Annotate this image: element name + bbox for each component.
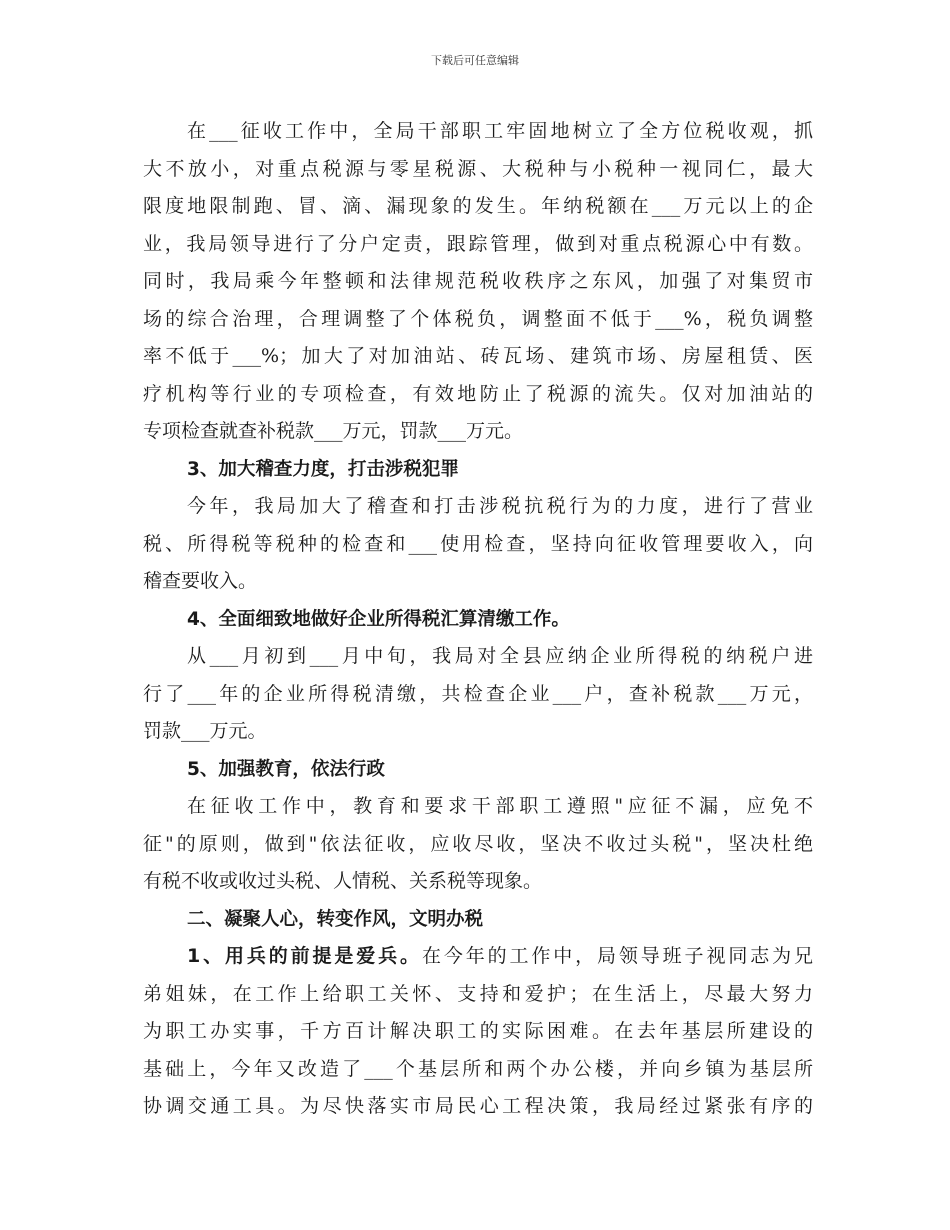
paragraph-line: 业，我局领导进行了分户定责，跟踪管理，做到对重点税源心中有数。 — [143, 232, 813, 255]
section-heading: 二、凝聚人心，转变作风，文明办税 — [187, 908, 484, 930]
paragraph-line: 罚款___万元。 — [143, 720, 267, 742]
paragraph-line: 从___月初到___月中旬，我局对全县应纳企业所得税的纳税户进 — [187, 645, 813, 667]
section-heading: 4、全面细致地做好企业所得税汇算清缴工作。 — [187, 608, 570, 630]
paragraph-line: 场的综合治理，合理调整了个体税负，调整面不低于___%，税负调整 — [143, 307, 813, 330]
paragraph-line: 征"的原则，做到"依法征收，应收尽收，坚决不收过头税"，坚决杜绝 — [143, 832, 813, 855]
paragraph-line: 有税不收或收过头税、人情税、关系税等现象。 — [143, 870, 543, 892]
section-heading: 5、加强教育，依法行政 — [187, 758, 385, 780]
paragraph-line: 为职工办实事，千方百计解决职工的实际困难。在去年基层所建设的 — [143, 1020, 813, 1042]
page-header: 下载后可任意编辑 — [431, 54, 519, 67]
paragraph-line: 协调交通工具。为尽快落实市局民心工程决策，我局经过紧张有序的 — [143, 1095, 813, 1117]
paragraph-line: 大不放小，对重点税源与零星税源、大税种与小税种一视同仁，最大 — [143, 157, 813, 180]
paragraph-line: 税、所得税等税种的检查和___使用检查，坚持向征收管理要收入，向 — [143, 532, 813, 555]
paragraph-line: 今年，我局加大了稽查和打击涉税抗税行为的力度，进行了营业 — [187, 495, 813, 517]
paragraph-line: 专项检查就查补税款___万元，罚款___万元。 — [143, 420, 524, 442]
paragraph-line — [143, 938, 813, 976]
paragraph-line: 在___征收工作中，全局干部职工牢固地树立了全方位税收观，抓 — [187, 120, 813, 142]
section-heading: 3、加大稽查力度，打击涉税犯罪 — [187, 458, 459, 480]
paragraph-line: 率不低于___%；加大了对加油站、砖瓦场、建筑市场、房屋租赁、医 — [143, 345, 813, 367]
paragraph-line: 稽查要收入。 — [143, 570, 258, 592]
paragraph-line: 弟姐妹，在工作上给职工关怀、支持和爱护；在生活上，尽最大努力 — [143, 982, 813, 1005]
document-body — [143, 113, 813, 1126]
inline-heading: 1、用兵的前提是爱兵。 — [187, 945, 422, 967]
paragraph-line: 疗机构等行业的专项检查，有效地防止了税源的流失。仅对加油站的 — [143, 382, 813, 405]
paragraph-text: 在今年的工作中，局领导班子视同志为兄 — [421, 945, 813, 967]
paragraph-line: 限度地限制跑、冒、滴、漏现象的发生。年纳税额在___万元以上的企 — [143, 195, 813, 217]
paragraph-line: 基础上，今年又改造了___个基层所和两个办公楼，并向乡镇为基层所 — [143, 1057, 813, 1080]
paragraph-line: 在征收工作中，教育和要求干部职工遵照"应征不漏，应免不 — [187, 795, 813, 817]
paragraph-line: 同时，我局乘今年整顿和法律规范税收秩序之东风，加强了对集贸市 — [143, 270, 813, 292]
paragraph-line: 行了___年的企业所得税清缴，共检查企业___户，查补税款___万元， — [143, 682, 813, 705]
